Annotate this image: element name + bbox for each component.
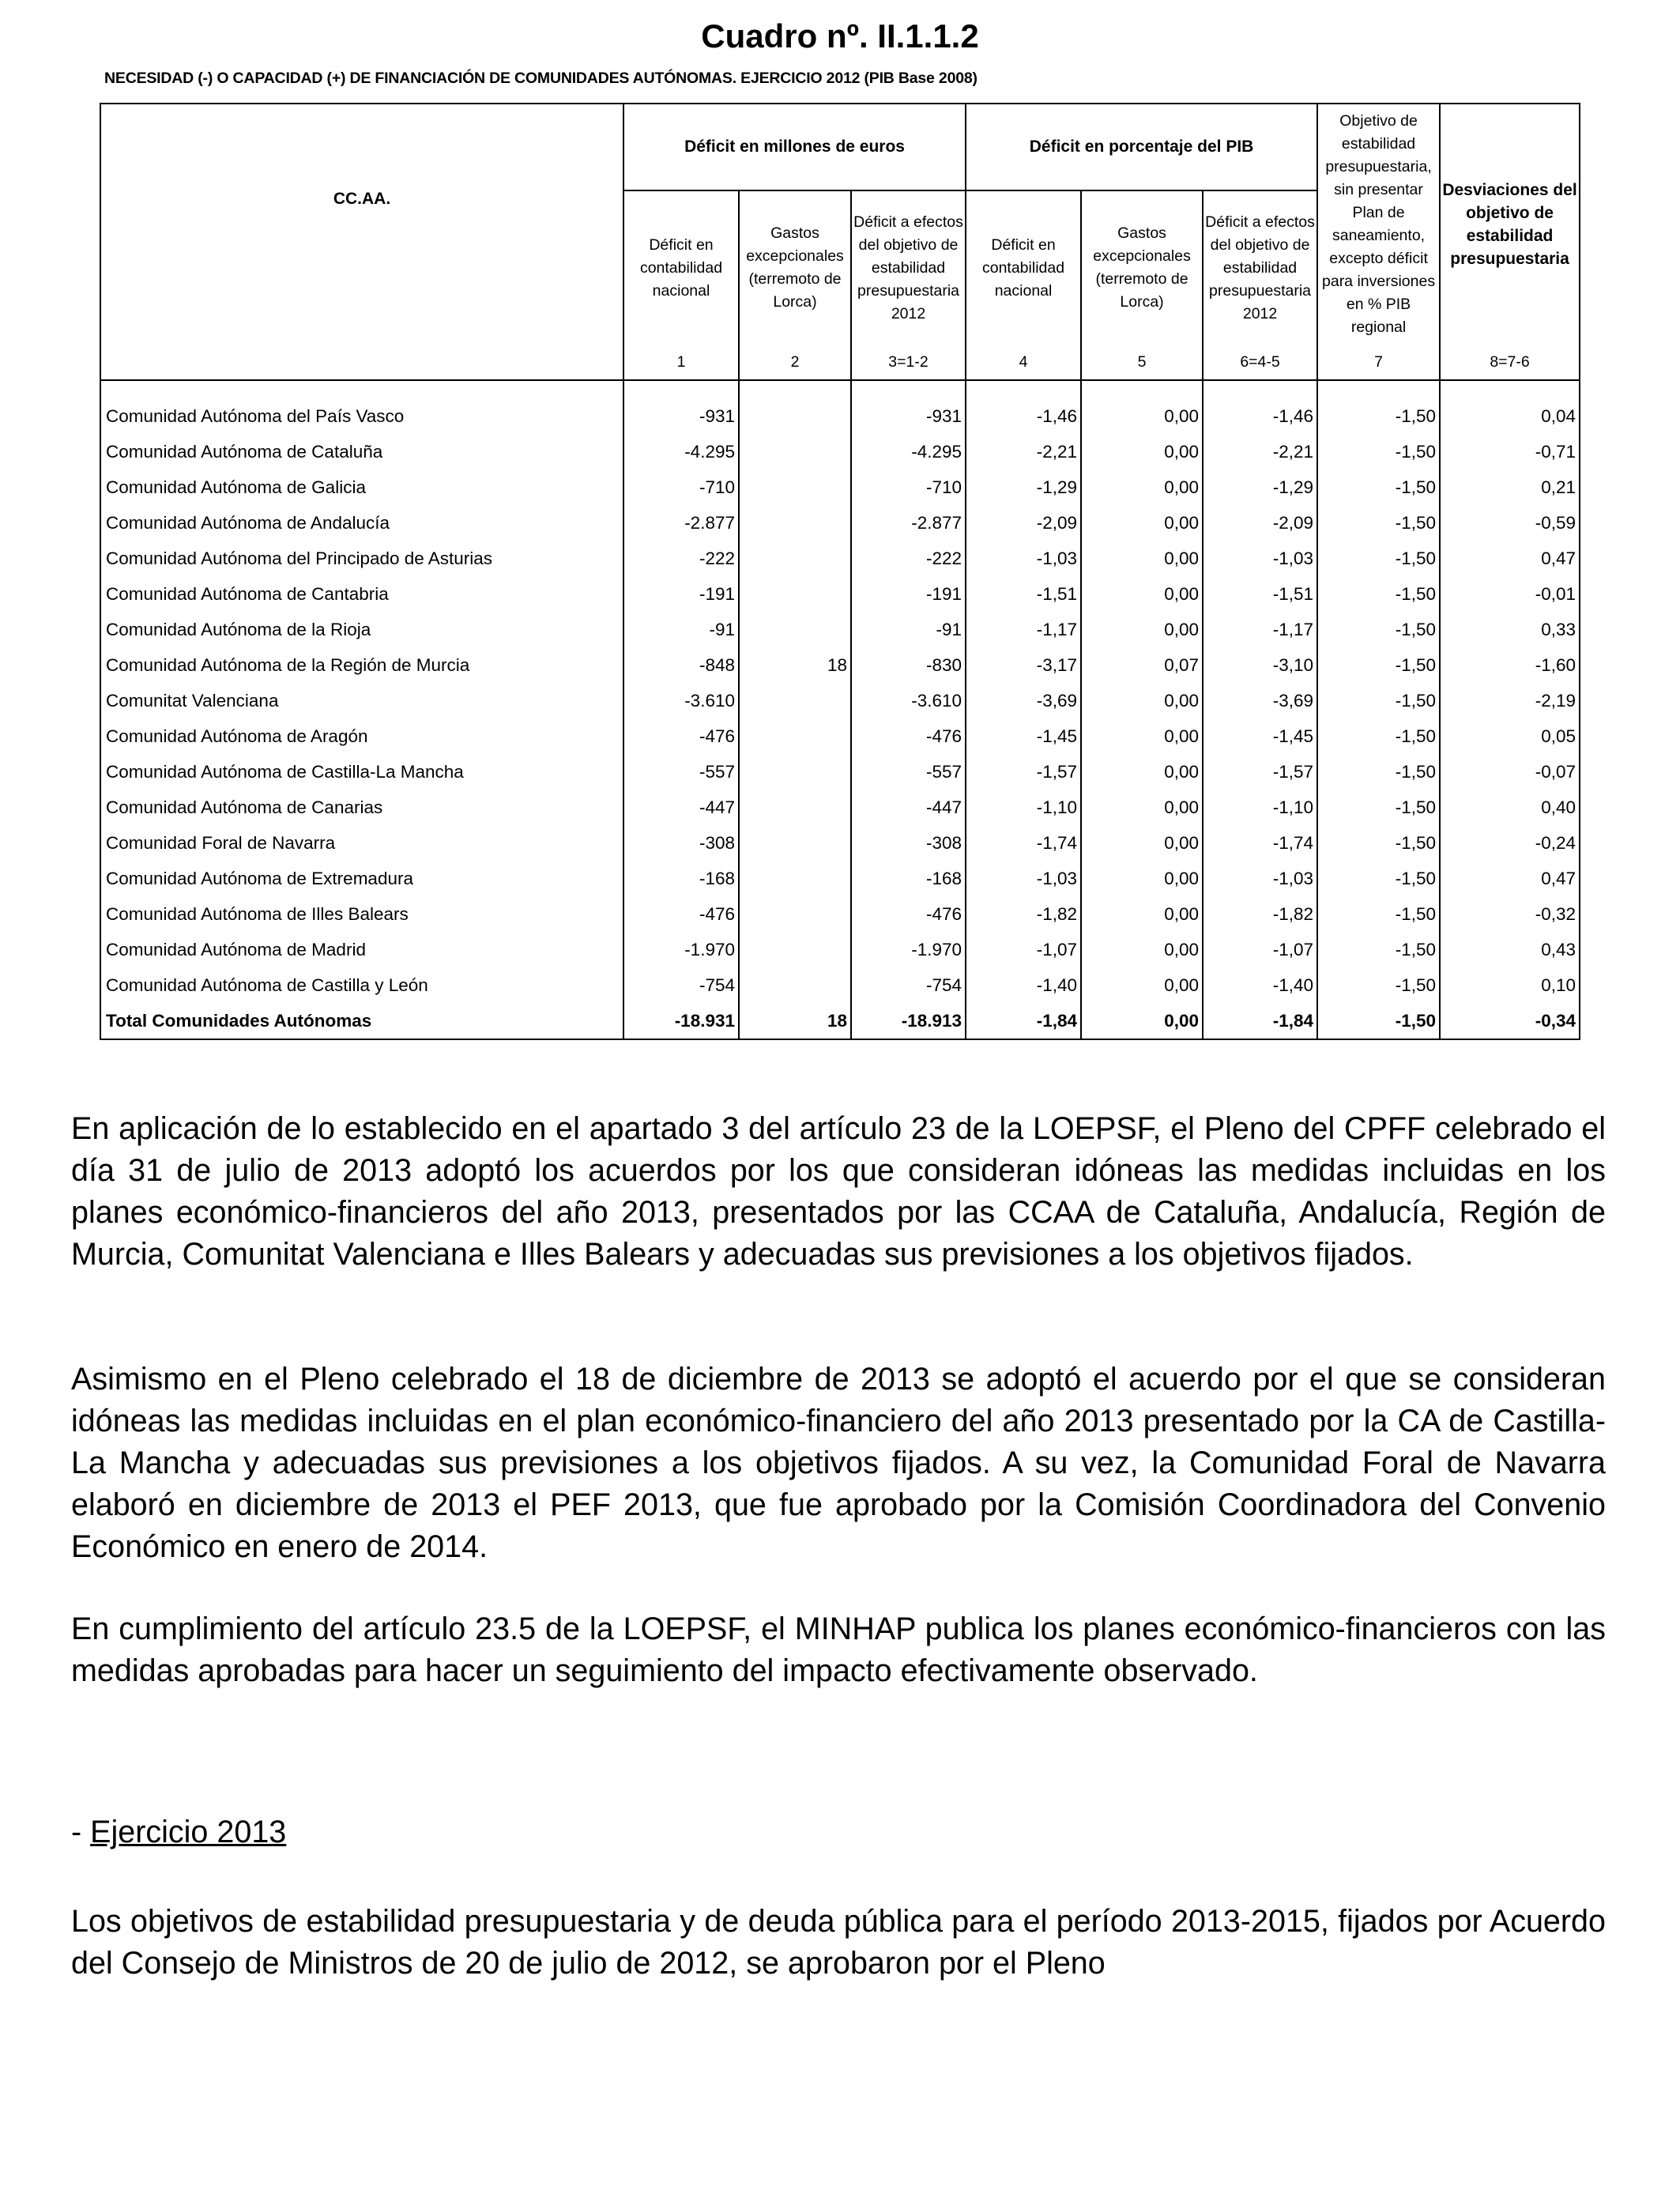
paragraph: En cumplimiento del artículo 23.5 de la LOEPSF, el MINHAP publica los planes económico-financieros con las medidas aprobadas para hacer un seguimiento del impacto efectivamente observado. (71, 1612, 1606, 1688)
header-num-1: 1 (623, 345, 739, 380)
section-heading (71, 1811, 286, 1853)
table-cell: -1,07 (966, 932, 1081, 967)
table-cell: 0,00 (1081, 541, 1203, 576)
table-cell: -1,50 (1317, 398, 1440, 434)
table-cell: 18 (739, 1003, 851, 1039)
table-cell (739, 434, 851, 469)
table-cell (739, 825, 851, 861)
table-cell (739, 754, 851, 790)
table-body (100, 398, 1580, 1039)
row-label: Comunidad Autónoma del Principado de Asturias (100, 541, 623, 576)
table-cell (739, 541, 851, 576)
table-cell: -1,50 (1317, 790, 1440, 825)
row-label: Comunidad Foral de Navarra (100, 825, 623, 861)
row-label: Comunidad Autónoma de Castilla-La Mancha (100, 754, 623, 790)
table-cell: -168 (851, 861, 966, 896)
table-cell: -1.970 (851, 932, 966, 967)
table-cell: -91 (623, 612, 739, 647)
table-cell: -1,46 (966, 398, 1081, 434)
page-title: Cuadro nº. II.1.1.2 (701, 17, 979, 55)
table-cell: -222 (851, 541, 966, 576)
table-cell: -1,46 (1203, 398, 1317, 434)
table-cell: 0,00 (1081, 861, 1203, 896)
table-cell: -2,09 (1203, 505, 1317, 541)
table-cell: -1,51 (1203, 576, 1317, 612)
table-cell (739, 896, 851, 932)
row-label: Comunidad Autónoma de Canarias (100, 790, 623, 825)
table-cell: -1,82 (1203, 896, 1317, 932)
table-cell (739, 861, 851, 896)
table-cell: 0,21 (1440, 469, 1580, 505)
table-cell: -2,09 (966, 505, 1081, 541)
table-cell: -1,57 (1203, 754, 1317, 790)
table-row (100, 612, 1580, 647)
table-cell: -308 (851, 825, 966, 861)
table-cell: -4.295 (623, 434, 739, 469)
table-cell: -1,50 (1317, 825, 1440, 861)
table-cell: -1,74 (966, 825, 1081, 861)
row-label: Total Comunidades Autónomas (100, 1003, 623, 1039)
table-cell: -191 (623, 576, 739, 612)
table-cell: -3,17 (966, 647, 1081, 683)
table-row (100, 398, 1580, 434)
table-cell: 0,00 (1081, 896, 1203, 932)
table-cell: -1,50 (1317, 434, 1440, 469)
table-cell: -2,21 (966, 434, 1081, 469)
table-cell: 0,07 (1081, 647, 1203, 683)
row-label: Comunidad Autónoma del País Vasco (100, 398, 623, 434)
header-num-3: 3=1-2 (851, 345, 966, 380)
table-cell: -0,01 (1440, 576, 1580, 612)
table-cell: -3,69 (966, 683, 1081, 718)
table-cell: 0,00 (1081, 790, 1203, 825)
table-row (100, 718, 1580, 754)
table-cell (739, 505, 851, 541)
table-cell: 0,40 (1440, 790, 1580, 825)
table-cell: -2.877 (851, 505, 966, 541)
table-cell: -0,07 (1440, 754, 1580, 790)
table-cell: -754 (851, 967, 966, 1003)
table-cell: -0,34 (1440, 1003, 1580, 1039)
table-cell: -476 (851, 896, 966, 932)
table-cell: -830 (851, 647, 966, 683)
table-cell: 0,00 (1081, 754, 1203, 790)
row-label: Comunidad Autónoma de Extremadura (100, 861, 623, 896)
header-col-4: Déficit en contabilidad nacional (966, 190, 1081, 345)
row-label: Comunidad Autónoma de Castilla y León (100, 967, 623, 1003)
table-cell: 0,00 (1081, 398, 1203, 434)
row-label: Comunidad Autónoma de la Rioja (100, 612, 623, 647)
section-heading-text: Ejercicio 2013 (90, 1815, 287, 1849)
table-cell: -1,50 (1317, 647, 1440, 683)
table-cell: 0,10 (1440, 967, 1580, 1003)
table-cell: -1,50 (1317, 505, 1440, 541)
table-row (100, 576, 1580, 612)
table-cell: -1,50 (1317, 718, 1440, 754)
table-cell: -1,50 (1317, 612, 1440, 647)
table-cell: 0,47 (1440, 861, 1580, 896)
table-row (100, 896, 1580, 932)
table-cell: 0,00 (1081, 825, 1203, 861)
table-cell: -0,71 (1440, 434, 1580, 469)
header-col-1: Déficit en contabilidad nacional (623, 190, 739, 345)
header-num-blank (100, 345, 623, 380)
table-row (100, 825, 1580, 861)
table-cell: -1,10 (966, 790, 1081, 825)
header-num-2: 2 (739, 345, 851, 380)
header-num-8: 8=7-6 (1440, 345, 1580, 380)
table-cell (739, 576, 851, 612)
row-label: Comunidad Autónoma de Madrid (100, 932, 623, 967)
table-cell: -1,82 (966, 896, 1081, 932)
table-cell: -1,50 (1317, 469, 1440, 505)
table-cell: 0,43 (1440, 932, 1580, 967)
table-cell: -1,84 (966, 1003, 1081, 1039)
table-cell: -3,69 (1203, 683, 1317, 718)
paragraph: Asimismo en el Pleno celebrado el 18 de diciembre de 2013 se adoptó el acuerdo por el que se consideran idóneas las medidas incluidas en el plan económico-financiero del año 2013 presentado por la CA de Castilla-La Mancha y adecuadas sus previsiones a los objetivos fijados. A su vez, la Comunidad Foral de Navarra elaboró en diciembre de 2013 el PEF 2013, que fue aprobado por la Comisión Coordinadora del Convenio Económico en enero de 2014. (71, 1362, 1606, 1564)
table-cell: -710 (623, 469, 739, 505)
table-cell (739, 718, 851, 754)
table-cell: 0,47 (1440, 541, 1580, 576)
table-row (100, 647, 1580, 683)
table-cell: -1,50 (1317, 1003, 1440, 1039)
table-cell (739, 612, 851, 647)
header-col-6: Déficit a efectos del objetivo de estabilidad presupuestaria 2012 (1203, 190, 1317, 345)
table-cell: -0,24 (1440, 825, 1580, 861)
table-cell: -1,03 (1203, 861, 1317, 896)
row-label: Comunidad Autónoma de Illes Balears (100, 896, 623, 932)
table-cell: -1,17 (966, 612, 1081, 647)
table-row (100, 505, 1580, 541)
table-cell: -1,50 (1317, 541, 1440, 576)
table-cell: -1,03 (966, 861, 1081, 896)
table-cell: -476 (851, 718, 966, 754)
table-cell: -1.970 (623, 932, 739, 967)
table-cell: -191 (851, 576, 966, 612)
header-group-euros: Déficit en millones de euros (623, 104, 966, 190)
table-cell: 0,00 (1081, 718, 1203, 754)
table-cell: -1,03 (1203, 541, 1317, 576)
table-cell: -476 (623, 718, 739, 754)
section-dash: - (71, 1815, 91, 1849)
table-cell: -1,03 (966, 541, 1081, 576)
table-cell: -1,17 (1203, 612, 1317, 647)
closing-paragraph: Los objetivos de estabilidad presupuestaria y de deuda pública para el período 2013-2015, fijados por Acuerdo del Consejo de Ministros de 20 de julio de 2012, se aprobaron por el Pleno (71, 1904, 1606, 1981)
table-caption: NECESIDAD (-) O CAPACIDAD (+) DE FINANCIACIÓN DE COMUNIDADES AUTÓNOMAS. EJERCICIO 2012 (PIB Base 2008) (104, 70, 977, 87)
table-cell: -1,50 (1317, 683, 1440, 718)
header-num-5: 5 (1081, 345, 1203, 380)
table-cell: -18.931 (623, 1003, 739, 1039)
table-cell: -848 (623, 647, 739, 683)
table-cell: 0,00 (1081, 469, 1203, 505)
table-cell: -1,74 (1203, 825, 1317, 861)
table-row (100, 754, 1580, 790)
table-cell: -1,07 (1203, 932, 1317, 967)
table-cell: -2,19 (1440, 683, 1580, 718)
table-cell: -1,50 (1317, 932, 1440, 967)
table-cell (739, 790, 851, 825)
table-cell: -931 (851, 398, 966, 434)
table-cell: -4.295 (851, 434, 966, 469)
table-cell: -1,84 (1203, 1003, 1317, 1039)
header-num-4: 4 (966, 345, 1081, 380)
table-cell: -1,60 (1440, 647, 1580, 683)
table-cell: -1,45 (966, 718, 1081, 754)
table-cell: -2,21 (1203, 434, 1317, 469)
table-cell: -168 (623, 861, 739, 896)
header-col-5: Gastos excepcionales (terremoto de Lorca) (1081, 190, 1203, 345)
table-cell: -1,57 (966, 754, 1081, 790)
header-col-3: Déficit a efectos del objetivo de estabilidad presupuestaria 2012 (851, 190, 966, 345)
row-label: Comunidad Autónoma de Cantabria (100, 576, 623, 612)
table-cell: -1,40 (966, 967, 1081, 1003)
table-cell (739, 683, 851, 718)
row-label: Comunitat Valenciana (100, 683, 623, 718)
table-cell: -91 (851, 612, 966, 647)
table-cell: -1,10 (1203, 790, 1317, 825)
table-cell: -0,59 (1440, 505, 1580, 541)
table-cell (739, 967, 851, 1003)
table-cell: -1,45 (1203, 718, 1317, 754)
header-ccaa: CC.AA. (100, 104, 623, 345)
table-cell: -447 (851, 790, 966, 825)
table-cell: -710 (851, 469, 966, 505)
table-cell: 18 (739, 647, 851, 683)
table-cell: 0,00 (1081, 967, 1203, 1003)
table-cell: -18.913 (851, 1003, 966, 1039)
row-label: Comunidad Autónoma de Andalucía (100, 505, 623, 541)
table-row (100, 967, 1580, 1003)
table-cell: 0,04 (1440, 398, 1580, 434)
row-label: Comunidad Autónoma de Aragón (100, 718, 623, 754)
table-cell: 0,00 (1081, 612, 1203, 647)
table-cell (739, 398, 851, 434)
table-cell: -931 (623, 398, 739, 434)
table-cell (739, 932, 851, 967)
deficit-table (100, 103, 1580, 1040)
table-cell: -308 (623, 825, 739, 861)
table-cell: -222 (623, 541, 739, 576)
table-cell: -1,51 (966, 576, 1081, 612)
table-row (100, 790, 1580, 825)
table-row (100, 932, 1580, 967)
header-col-2: Gastos excepcionales (terremoto de Lorca) (739, 190, 851, 345)
table-cell: -447 (623, 790, 739, 825)
row-label: Comunidad Autónoma de Galicia (100, 469, 623, 505)
table-cell: -1,29 (966, 469, 1081, 505)
table-row (100, 861, 1580, 896)
table-cell: -1,50 (1317, 754, 1440, 790)
table-cell: 0,00 (1081, 576, 1203, 612)
table-cell: -476 (623, 896, 739, 932)
table-cell: -557 (623, 754, 739, 790)
table-cell: -1,50 (1317, 967, 1440, 1003)
table-cell: 0,00 (1081, 932, 1203, 967)
table-cell (739, 469, 851, 505)
table-row (100, 469, 1580, 505)
table-cell: -1,50 (1317, 861, 1440, 896)
table-cell: -1,29 (1203, 469, 1317, 505)
table-cell: 0,00 (1081, 1003, 1203, 1039)
table-row (100, 683, 1580, 718)
header-desviaciones: Desviaciones del objetivo de estabilidad presupuestaria (1440, 104, 1580, 345)
table-cell: -557 (851, 754, 966, 790)
header-num-6: 6=4-5 (1203, 345, 1317, 380)
header-num-7: 7 (1317, 345, 1440, 380)
paragraph: En aplicación de lo establecido en el apartado 3 del artículo 23 de la LOEPSF, el Pleno del CPFF celebrado el día 31 de julio de 2013 adoptó los acuerdos por los que consideran idóneas las medidas incluidas en los planes económico-financieros del año 2013, presentados por las CCAA de Cataluña, Andalucía, Región de Murcia, Comunitat Valenciana e Illes Balears y adecuadas sus previsiones a los objetivos fijados. (71, 1111, 1606, 1272)
table-cell: -0,32 (1440, 896, 1580, 932)
row-label: Comunidad Autónoma de la Región de Murcia (100, 647, 623, 683)
table-cell: -3.610 (851, 683, 966, 718)
table-cell: -754 (623, 967, 739, 1003)
table-row (100, 434, 1580, 469)
table-cell: -3,10 (1203, 647, 1317, 683)
table-cell: 0,00 (1081, 683, 1203, 718)
table-cell: 0,33 (1440, 612, 1580, 647)
table-cell: -1,50 (1317, 576, 1440, 612)
header-objetivo: Objetivo de estabilidad presupuestaria, sin presentar Plan de saneamiento, excepto déficit para inversiones en % PIB regional (1317, 104, 1440, 345)
row-label: Comunidad Autónoma de Cataluña (100, 434, 623, 469)
table-cell: -1,50 (1317, 896, 1440, 932)
table-cell: -1,40 (1203, 967, 1317, 1003)
table-cell: -3.610 (623, 683, 739, 718)
header-group-pib: Déficit en porcentaje del PIB (966, 104, 1317, 190)
table-cell: 0,00 (1081, 505, 1203, 541)
table-cell: 0,05 (1440, 718, 1580, 754)
table-cell: -2.877 (623, 505, 739, 541)
table-total-row (100, 1003, 1580, 1039)
table-cell: 0,00 (1081, 434, 1203, 469)
table-row (100, 541, 1580, 576)
